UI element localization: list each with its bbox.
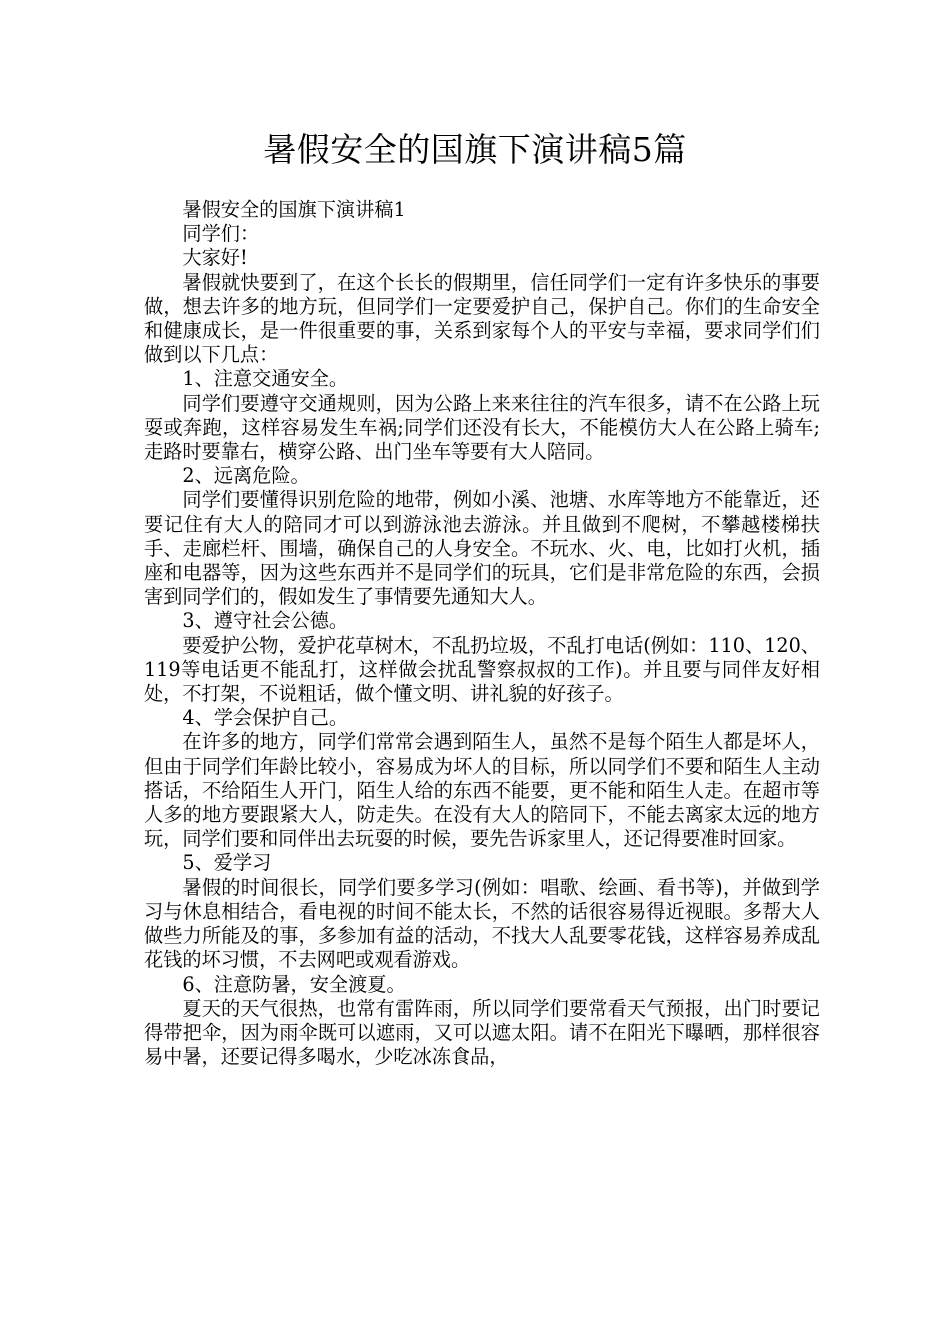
section-heading-traffic: 1、注意交通安全。 xyxy=(182,367,349,391)
paragraph-greeting-all: 大家好! xyxy=(182,246,248,270)
paragraph-heat: 夏天的天气很热，也常有雷阵雨，所以同学们要常看天气预报，出门时要记得带把伞，因为雨伞既可以遮雨，又可以遮太阳。请不在阳光下曝晒，那样很容易中暑，还要记得多喝水，少吃冰冻食品， xyxy=(144,996,820,1069)
paragraph-intro: 暑假就快要到了，在这个长长的假期里，信任同学们一定有许多快乐的事要做，想去许多的地方玩，但同学们一定要爱护自己，保护自己。你们的生命安全和健康成长，是一件很重要的事，关系到家每个人的平安与幸福，要求同学们们做到以下几点： xyxy=(144,270,820,367)
paragraph-danger: 同学们要懂得识别危险的地带，例如小溪、池塘、水库等地方不能靠近，还要记住有大人的陪同才可以到游泳池去游泳。并且做到不爬树，不攀越楼梯扶手、走廊栏杆、围墙，确保自己的人身安全。不玩水、火、电，比如打火机，插座和电器等，因为这些东西并不是同学们的玩具，它们是非常危险的东西，会损害到同学们的，假如发生了事情要先通知大人。 xyxy=(144,488,820,609)
paragraph-traffic: 同学们要遵守交通规则，因为公路上来来往往的汽车很多，请不在公路上玩耍或奔跑，这样容易发生车祸;同学们还没有长大，不能模仿大人在公路上骑车;走路时要靠右，横穿公路、出门坐车等要有大人陪同。 xyxy=(144,391,820,464)
paragraph-greeting-students: 同学们： xyxy=(182,222,260,246)
section-heading-study: 5、爱学习 xyxy=(182,851,272,875)
section-heading-danger: 2、远离危险。 xyxy=(182,464,310,488)
document-title: 暑假安全的国旗下演讲稿5篇 xyxy=(263,130,687,169)
section-heading-heat: 6、注意防暑，安全渡夏。 xyxy=(182,972,406,996)
section-heading-ethics: 3、遵守社会公德。 xyxy=(182,609,349,633)
paragraph-speech-heading: 暑假安全的国旗下演讲稿1 xyxy=(182,198,406,221)
paragraph-self-protection: 在许多的地方，同学们常常会遇到陌生人，虽然不是每个陌生人都是坏人，但由于同学们年龄比较小，容易成为坏人的目标，所以同学们不要和陌生人主动搭话，不给陌生人开门，陌生人给的东西不能要，更不能和陌生人走。在超市等人多的地方要跟紧大人，防走失。在没有大人的陪同下，不能去离家太远的地方玩，同学们要和同伴出去玩耍的时候，要先告诉家里人，还记得要准时回家。 xyxy=(144,730,820,851)
section-heading-self-protection: 4、学会保护自己。 xyxy=(182,706,349,730)
document-body xyxy=(144,198,820,1069)
paragraph-study: 暑假的时间很长，同学们要多学习(例如：唱歌、绘画、看书等)，并做到学习与休息相结合，看电视的时间不能太长，不然的话很容易得近视眼。多帮大人做些力所能及的事，多参加有益的活动，不找大人乱要零花钱，这样容易养成乱花钱的坏习惯，不去网吧或观看游戏。 xyxy=(144,875,820,972)
paragraph-ethics: 要爱护公物，爱护花草树木，不乱扔垃圾，不乱打电话(例如：110、120、119等电话更不能乱打，这样做会扰乱警察叔叔的工作)。并且要与同伴友好相处，不打架，不说粗话，做个懂文明、讲礼貌的好孩子。 xyxy=(144,633,820,706)
